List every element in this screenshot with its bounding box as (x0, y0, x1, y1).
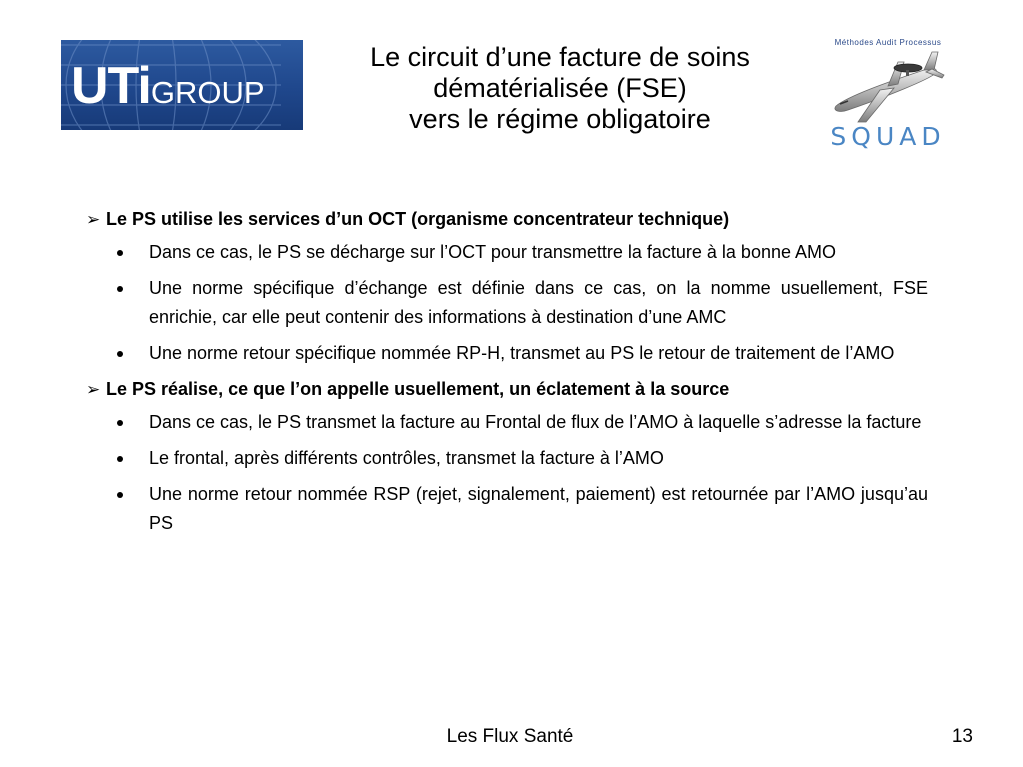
list-item-text: Dans ce cas, le PS transmet la facture au Frontal de flux de l’AMO à laquelle s’adresse la facture (149, 412, 922, 432)
section-heading-oct (86, 205, 928, 234)
list-item (149, 480, 928, 538)
list-item (149, 238, 928, 267)
slide-title-line-1: Le circuit d’une facture de soins (370, 42, 750, 72)
round-bullet-icon (117, 351, 123, 357)
slide-body (86, 205, 928, 545)
list-item (149, 274, 928, 332)
section-heading-eclatement (86, 375, 928, 404)
uti-group-logo (61, 40, 303, 130)
slide-title (300, 42, 820, 135)
arrowhead-bullet-icon: ➢ (86, 210, 101, 229)
squad-wordmark: SQUAD (830, 122, 946, 151)
list-item-text: Le frontal, après différents contrôles, transmet la facture à l’AMO (149, 448, 664, 468)
list-item (149, 339, 928, 368)
section-heading-text: Le PS utilise les services d’un OCT (organisme concentrateur technique) (106, 209, 730, 229)
arrowhead-bullet-icon: ➢ (86, 380, 101, 399)
round-bullet-icon (117, 286, 123, 292)
section-heading-text: Le PS réalise, ce que l’on appelle usuellement, un éclatement à la source (106, 379, 730, 399)
uti-wordmark-main: UTi (71, 57, 151, 115)
slide-title-line-2: dématérialisée (FSE) (433, 73, 687, 103)
slide-title-line-3: vers le régime obligatoire (409, 104, 711, 134)
round-bullet-icon (117, 250, 123, 256)
squad-logo (826, 38, 950, 154)
awacs-airplane-icon (828, 48, 948, 126)
page-number: 13 (951, 726, 973, 747)
squad-tagline: Méthodes Audit Processus (834, 38, 942, 47)
round-bullet-icon (117, 420, 123, 426)
footer-title: Les Flux Santé (446, 726, 574, 747)
list-item-text: Dans ce cas, le PS se décharge sur l’OCT pour transmettre la facture à la bonne AMO (149, 242, 836, 262)
uti-wordmark-sub: GROUP (150, 75, 265, 110)
list-item-text: Une norme retour spécifique nommée RP-H, transmet au PS le retour de traitement de l’AMO (149, 343, 895, 363)
round-bullet-icon (117, 492, 123, 498)
uti-group-wordmark (71, 58, 265, 121)
list-item (149, 444, 928, 473)
list-item (149, 408, 928, 437)
list-item-text: Une norme spécifique d’échange est définie dans ce cas, on la nomme usuellement, FSE enrichie, car elle peut contenir des informations à destination d’une AMC (149, 278, 928, 327)
list-item-text: Une norme retour nommée RSP (rejet, signalement, paiement) est retournée par l’AMO jusqu’au PS (149, 484, 928, 533)
round-bullet-icon (117, 456, 123, 462)
